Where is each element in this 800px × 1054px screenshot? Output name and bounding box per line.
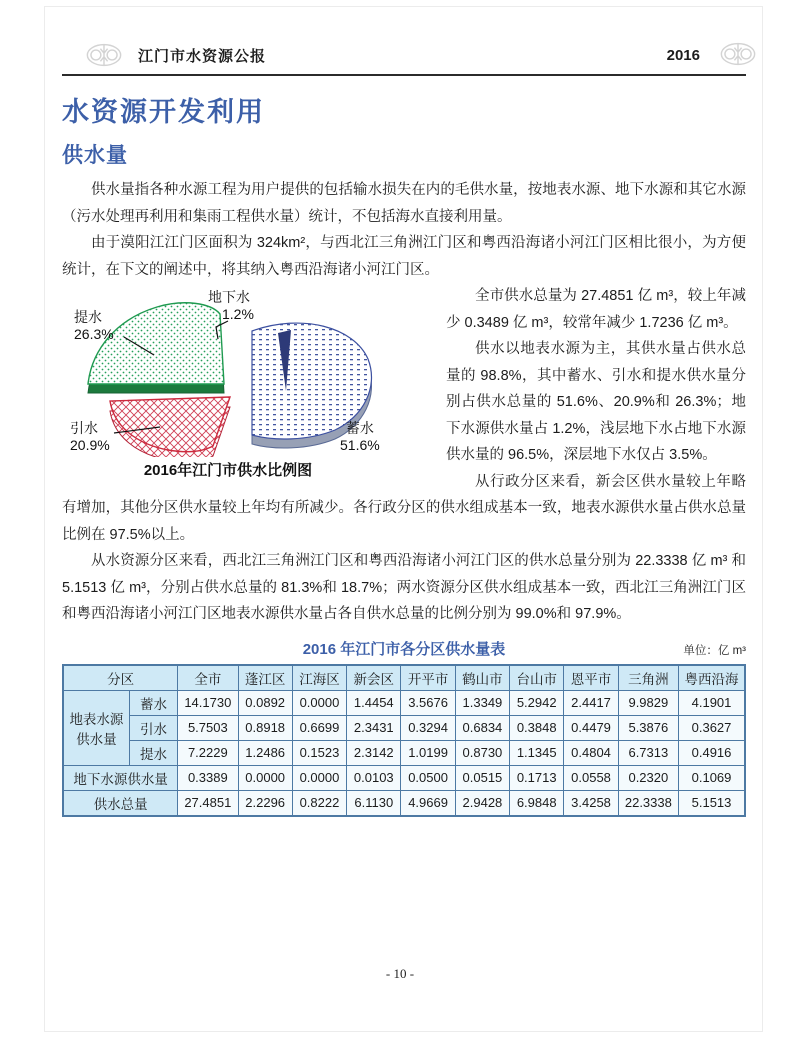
table-cell: 0.4479 xyxy=(564,715,618,740)
table-cell: 4.1901 xyxy=(679,690,745,715)
col-header: 新会区 xyxy=(347,665,401,691)
table-cell: 2.4417 xyxy=(564,690,618,715)
table-unit-label: 单位：亿 m³ xyxy=(683,644,746,657)
table-cell: 0.8918 xyxy=(238,715,292,740)
col-header: 粤西沿海 xyxy=(679,665,745,691)
col-header: 鹤山市 xyxy=(455,665,509,691)
row-group-label-surface: 地表水源供水量 xyxy=(63,690,129,765)
section-title: 水资源开发利用 xyxy=(62,97,265,127)
table-cell: 6.9848 xyxy=(510,790,564,816)
col-header: 全市 xyxy=(178,665,238,691)
pie-label-dixiashui: 地下水 1.2% xyxy=(208,289,254,322)
row-label: 提水 xyxy=(129,740,177,765)
water-bureau-emblem-icon xyxy=(86,43,122,67)
table-cell: 0.0000 xyxy=(292,765,346,790)
table-cell: 0.1713 xyxy=(510,765,564,790)
table-cell: 0.0892 xyxy=(238,690,292,715)
row-label: 引水 xyxy=(129,715,177,740)
table-cell: 5.2942 xyxy=(510,690,564,715)
table-cell: 6.1130 xyxy=(347,790,401,816)
paragraph-source-composition: 供水以地表水源为主，其供水量占供水总量的 98.8%，其中蓄水、引水和提水供水量分别占供水总量的 51.6%、20.9%和 26.3%；地下水源供水量占 1.2%，浅层地下水占地下水源供水量的 96.5%，深层地下水仅占 3.5%。 xyxy=(446,341,746,463)
page-header xyxy=(62,40,746,76)
table-cell: 0.8222 xyxy=(292,790,346,816)
pie-chart-figure xyxy=(62,287,434,487)
pie-label-tishui: 提水 26.3% xyxy=(74,309,114,342)
table-cell: 3.4258 xyxy=(564,790,618,816)
table-cell: 1.4454 xyxy=(347,690,401,715)
table-row xyxy=(63,765,745,790)
table-cell: 7.2229 xyxy=(178,740,238,765)
row-label: 蓄水 xyxy=(129,690,177,715)
paragraph-admin-divisions: 从行政分区来看，新会区供水量较上年略有增加，其他分区供水量较上年均有所减少。各行政分区的供水组成基本一致，地表水源供水量占供水总量比例在 97.5%以上。 xyxy=(62,473,746,543)
table-row xyxy=(63,790,745,816)
table-row xyxy=(63,690,745,715)
col-header: 江海区 xyxy=(292,665,346,691)
table-cell: 1.2486 xyxy=(238,740,292,765)
paragraph-definition: 供水量指各种水源工程为用户提供的包括输水损失在内的毛供水量，按地表水源、地下水源和其它水源（污水处理再利用和集雨工程供水量）统计，不包括海水直接利用量。 xyxy=(62,182,746,225)
paragraph-total-supply: 全市供水总量为 27.4851 亿 m³，较上年减少 0.3489 亿 m³，较常年减少 1.7236 亿 m³。 xyxy=(446,288,746,331)
table-cell: 0.0000 xyxy=(238,765,292,790)
chart-caption: 2016年江门市供水比例图 xyxy=(143,462,313,479)
paragraph-region-note: 由于漠阳江江门区面积为 324km²，与西北江三角洲江门区和粤西沿海诸小河江门区相比很小，为方便统计，在下文的阐述中，将其纳入粤西沿海诸小河江门区。 xyxy=(62,235,746,278)
table-header-bar xyxy=(62,638,746,660)
table-cell: 1.3349 xyxy=(455,690,509,715)
table-cell: 0.3848 xyxy=(510,715,564,740)
table-cell: 0.4916 xyxy=(679,740,745,765)
paragraph-water-resource-zones: 从水资源分区来看，西北江三角洲江门区和粤西沿海诸小河江门区的供水总量分别为 22.3338 亿 m³ 和 5.1513 亿 m³，分别占供水总量的 81.3%和 18.7%；两水资源分区供水组成基本一致，西北江三角洲江门区和粤西沿海诸小河江门区地表水源供水量占各自供水总量的比例分别为 99.0%和 97.9%。 xyxy=(62,553,746,622)
table-cell: 5.7503 xyxy=(178,715,238,740)
table-cell: 6.7313 xyxy=(618,740,678,765)
subsection-title: 供水量 xyxy=(62,144,128,167)
table-cell: 27.4851 xyxy=(178,790,238,816)
table-cell: 0.1069 xyxy=(679,765,745,790)
row-label-groundwater: 地下水源供水量 xyxy=(63,765,178,790)
table-cell: 4.9669 xyxy=(401,790,455,816)
table-cell: 1.1345 xyxy=(510,740,564,765)
table-cell: 3.5676 xyxy=(401,690,455,715)
pie-label-xushui: 蓄水 51.6% xyxy=(340,420,380,453)
pie-slice-yinshui xyxy=(110,397,230,457)
supply-table xyxy=(62,664,746,817)
col-header: 开平市 xyxy=(401,665,455,691)
row-label-total: 供水总量 xyxy=(63,790,178,816)
table-cell: 9.9829 xyxy=(618,690,678,715)
table-cell: 0.8730 xyxy=(455,740,509,765)
table-row xyxy=(63,715,745,740)
table-cell: 5.1513 xyxy=(679,790,745,816)
table-cell: 2.3142 xyxy=(347,740,401,765)
table-cell: 0.0558 xyxy=(564,765,618,790)
page-number: - 10 - xyxy=(385,966,415,981)
table-cell: 0.3389 xyxy=(178,765,238,790)
table-cell: 0.0500 xyxy=(401,765,455,790)
col-header: 台山市 xyxy=(510,665,564,691)
table-cell: 2.3431 xyxy=(347,715,401,740)
report-year: 2016 xyxy=(666,46,700,64)
table-cell: 0.3294 xyxy=(401,715,455,740)
table-cell: 0.6699 xyxy=(292,715,346,740)
col-header: 蓬江区 xyxy=(238,665,292,691)
table-cell: 0.1523 xyxy=(292,740,346,765)
table-cell: 0.3627 xyxy=(679,715,745,740)
report-title: 江门市水资源公报 xyxy=(138,47,267,65)
table-cell: 5.3876 xyxy=(618,715,678,740)
col-header: 恩平市 xyxy=(564,665,618,691)
table-cell: 22.3338 xyxy=(618,790,678,816)
pie-label-yinshui: 引水 20.9% xyxy=(70,420,110,453)
col-header-division: 分区 xyxy=(63,665,178,691)
table-cell: 0.0000 xyxy=(292,690,346,715)
table-cell: 0.0515 xyxy=(455,765,509,790)
table-cell: 0.4804 xyxy=(564,740,618,765)
table-cell: 0.6834 xyxy=(455,715,509,740)
table-cell: 14.1730 xyxy=(178,690,238,715)
table-title: 2016 年江门市各分区供水量表 xyxy=(302,640,506,658)
table-cell: 1.0199 xyxy=(401,740,455,765)
table-cell: 2.9428 xyxy=(455,790,509,816)
table-cell: 0.2320 xyxy=(618,765,678,790)
table-cell: 2.2296 xyxy=(238,790,292,816)
table-cell: 0.0103 xyxy=(347,765,401,790)
col-header: 三角洲 xyxy=(618,665,678,691)
water-bureau-emblem-icon xyxy=(720,42,756,66)
table-row xyxy=(63,740,745,765)
